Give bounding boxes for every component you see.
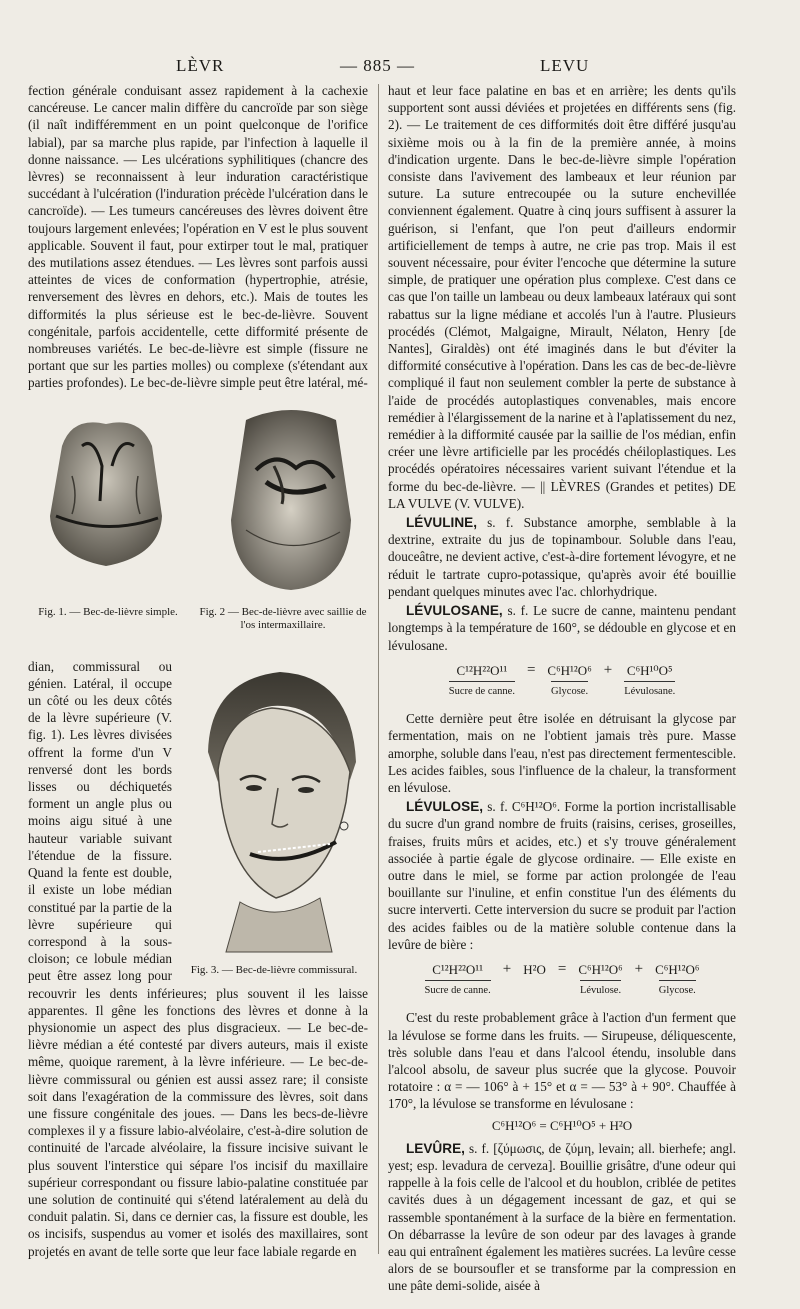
formula2-term2: H²O [523,961,546,977]
formula2-term4: C⁶H¹²O⁶ [655,961,700,977]
entry-body-levulosane: s. f. Le sucre de canne, maintenu pendant longtemps à la température de 160°, se dédouble en glycose et en lévulosane. [388,603,736,653]
fig1-cleft-lip-illustration [42,406,170,576]
header-right-guideword: LEVU [540,56,590,75]
right-paragraph-3: C'est du reste probablement grâce à l'action d'un ferment que la lévulose se forme dans les fruits. — Sirupeuse, déliquescente, très soluble dans l'eau et dans l'alcool étendu, insoluble dans l'alcool absolu, de saveur plus sucrée que la glycose. Pouvoir rotatoire : α = — 106° à + 15° et α = — 53° à + 90°. Chauffée à 170°, la lévulose se transforme en lévulosane : [388,1010,736,1112]
formula1-label2: Glycose. [551,681,588,700]
header-left-guideword: LÈVR [176,56,225,75]
entry-head-levulosane: LÉVULOSANE, [406,603,503,619]
formula2-term1: C¹²H²²O¹¹ [432,961,484,977]
formula2-label3: Lévulose. [580,980,621,999]
formula-2 [388,961,736,999]
entry-head-levulose: LÉVULOSE, [406,799,484,815]
formula-3 [388,1117,736,1134]
entry-levure [388,1140,736,1295]
formula1-equals: = [526,661,536,678]
figure-3 [180,662,368,980]
fig2-cleft-lip-illustration [216,400,366,596]
entry-levulose [388,798,736,953]
formula2-label4: Glycose. [659,980,696,999]
entry-levuline [388,514,736,600]
right-column [388,82,736,1297]
fig3-face-illustration [180,662,368,958]
left-paragraph-1: fection générale conduisant assez rapidement à la cachexie cancéreuse. Le cancer malin diffère du cancroïde par son siège (il naît indifféremment en un point quelconque de l'orifice labial), par sa marche plus rapide, par l'infection à laquelle il donne naissance. — Les ulcérations syphilitiques (chancre des lèvres) se reconnaissent à leur induration caractéristique succédant à l'ulcération (l'induration précède l'ulcération dans le cancroïde). — Les tumeurs cancéreuses des lèvres doivent être toujours largement enlevées; l'opération en V est le plus souvent applicable. Souvent il faut, pour extirper tout le mal, pratiquer des mutilations assez étendues. — Les lèvres sont parfois aussi atteintes de vices de conformation (hypertrophie, atrésie, renversement des lèvres en dehors, etc.). Mais de toutes les difformités la plus sérieuse est le bec-de-lièvre. Souvent congénitale, parfois accidentelle, cette difformité présente de nombreuses variétés. Le bec-de-lièvre est simple (fissure ne portant que sur les parties molles) ou complexe (s'étendant aux parties profondes). Le bec-de-lièvre simple peut être latéral, mé- [28,83,368,391]
formula2-plus1: + [502,960,512,977]
right-paragraph-1: haut et leur face palatine en bas et en arrière; les dents qu'ils supportent sont aussi déviées et projetées en différents sens (fig. 2). — Le traitement de ces difformités doit être différé jusqu'au sixième mois ou à la fin de la première année, à moins d'indication urgente. Dans le bec-de-lièvre simple l'opération consiste dans l'avivement des lambeaux et leur réunion par suture. La suture entrecoupée ou la suture enchevillée conviennent également. Quatre à cinq jours suffisent à assurer la guérison, si l'enfant, que l'on peut d'ailleurs endormir artificiellement de temps à autre, ne crie pas trop. Mais il est souvent nécessaire, pour éviter l'encoche que détermine la suture simple, de pratiquer une opération plus complexe. C'est dans ce cas que l'on taille un lambeau ou deux lambeaux latéraux qui sont rabattus sur la ligne médiane et accolés l'un à l'autre. Plusieurs procédés (Clémot, Malgaigne, Mirault, Nélaton, Henry [de Nantes], Giraldès) ont été imaginés dans le but d'éviter la difformité consécutive à l'opération. Dans les cas de bec-de-lièvre compliqué il faut non seulement combler la perte de substance à l'aide de procédés autoplastiques convenables, mais encore remédier à l'élargissement de la narine et à l'aplatissement du nez, remédier à la difformité causée par la saillie de l'os médian, enfin créer une lèvre artificielle par les procédés chéiloplastiques. Les procédés opératoires nécessaires varient suivant l'étendue et la forme du bec-de-lièvre. — || LÈVRES (Grandes et petites) DE LA VULVE (V. VULVE). [388,83,736,511]
left-paragraph-2: dian, commissural ou génien. Latéral, il occupe un côté ou les deux côtés de la lèvre supérieure (V. fig. 1). Les lèvres divisées offrent la forme d'un V renversé dont les bords lisses ou déchiquetés forment un angle plus ou moins aigu situé à une hauteur variable suivant l'étendue de la fissure. Quand la fente est double, il existe un lobe médian constitué par la partie de la lèvre supérieure qui correspond à la sous-cloison; ce lobule médian peut être assez long pour recouvrir les dents inférieures; plus souvent il les laisse apparentes. Il gêne les fonctions des lèvres et donne à la physionomie un aspect des plus disgracieux. — Le bec-de-lièvre médian a été contesté par divers auteurs, mais il existe même, quoique rarement, à la lèvre inférieure. — Le bec-de-lièvre commissural ou génien est aussi assez rare; il consiste soit dans l'exagération de la commissure des lèvres, soit dans une fissure congénitale des joues. — Dans les becs-de-lièvre complexes il y a fissure labio-alvéolaire, c'est-à-dire solution de continuité de l'arcade alvéolaire, la fissure incisive suivant le plus souvent l'interstice qui sépare l'os incisif du maxillaire supérieur correspondant ou fissure labio-palatine constituée par une solution de continuité qui s'étend latéralement au delà du conduit palatin. Si, dans ce dernier cas, la fissure est double, les os incisifs, suspendus au vomer et isolés des maxillaires, sont projetés en avant de telle sorte que leur face labiale regarde en [28,658,368,1259]
column-divider [378,84,379,1254]
formula2-label1: Sucre de canne. [425,980,491,999]
fig3-caption: Fig. 3. — Bec-de-lièvre commissural. [190,964,358,977]
entry-body-levuline: s. f. Substance amorphe, semblable à la dextrine, extraite du jus de topinambour. Soluble dans l'eau, douceâtre, ne devient active, c'est-à-dire fortement lévogyre, et ne réduit le tartrate cupro-potassique, qu'après avoir été bouillie pendant quelques minutes avec l'ac. chlorhydrique. [388,515,736,599]
formula3-text: C⁶H¹²O⁶ = C⁶H¹⁰O⁵ + H²O [491,1117,633,1133]
formula-1 [388,662,736,700]
formula1-term3: C⁶H¹⁰O⁵ [626,662,673,678]
formula2-equals: = [557,960,567,977]
formula1-term1: C¹²H²²O¹¹ [456,662,508,678]
fig1-caption: Fig. 1. — Bec-de-lièvre simple. [38,605,178,618]
right-paragraph-2: Cette dernière peut être isolée en détruisant la glycose par fermentation, mais on ne l'obtient jamais très pure. Masse amorphe, soluble dans l'eau, n'est pas directement fermentescible. Les acides faibles, sous l'influence de la chaleur, la transforment en lévulose. [388,711,736,795]
formula1-plus: + [603,661,613,678]
entry-levulosane [388,602,736,654]
left-column [28,82,368,1262]
entry-head-levuline: LÉVULINE, [406,515,477,531]
entry-body-levulose: s. f. C⁶H¹²O⁶. Forme la portion incristallisable du sucre d'un grand nombre de fruits (raisins, cerises, groseilles, fraises, fruits mûrs et acides, etc.) et s'y trouve généralement associée à partie égale de glycose ordinaire. — Elle existe en outre dans le miel, se forme par action prolongée de l'eau bouillante sur l'inuline, et enfin constitue l'un des éléments du sucre interverti. Cette interversion du sucre se produit par l'action des acides faibles ou de la matière soluble contenue dans la levûre de bière : [388,799,736,952]
formula1-label1: Sucre de canne. [449,681,515,700]
formula1-term2: C⁶H¹²O⁶ [547,662,592,678]
entry-head-levure: LEVÛRE, [406,1140,465,1156]
fig2-caption: Fig. 2 — Bec-de-lièvre avec saillie de l'os intermaxillaire. [199,605,367,631]
entry-body-levure: s. f. [ζύμωσις, de ζύμη, levain; all. bierhefe; angl. yest; esp. levadura de cerveza]. Bouillie grisâtre, d'une odeur qui rappelle à la fois celle de l'alcool et du houblon, criblée de petites cavités dues à un dégagement incessant de gaz, et qui se rassemble spontanément à la surface de la bière en fermentation. On débarrasse la levûre de son odeur par des lavages à grande eau qui entraînent également les matières sucrées. La levûre cesse alors de se boursoufler et se transforme par la compression en une pâte demi-solide, aisée à [388,1140,736,1294]
formula2-term3: C⁶H¹²O⁶ [578,961,623,977]
formula1-label3: Lévulosane. [624,681,675,700]
running-header [0,52,800,78]
figures-1-2 [28,406,368,652]
formula2-plus2: + [634,960,644,977]
page-number: — 885 — [340,56,415,75]
